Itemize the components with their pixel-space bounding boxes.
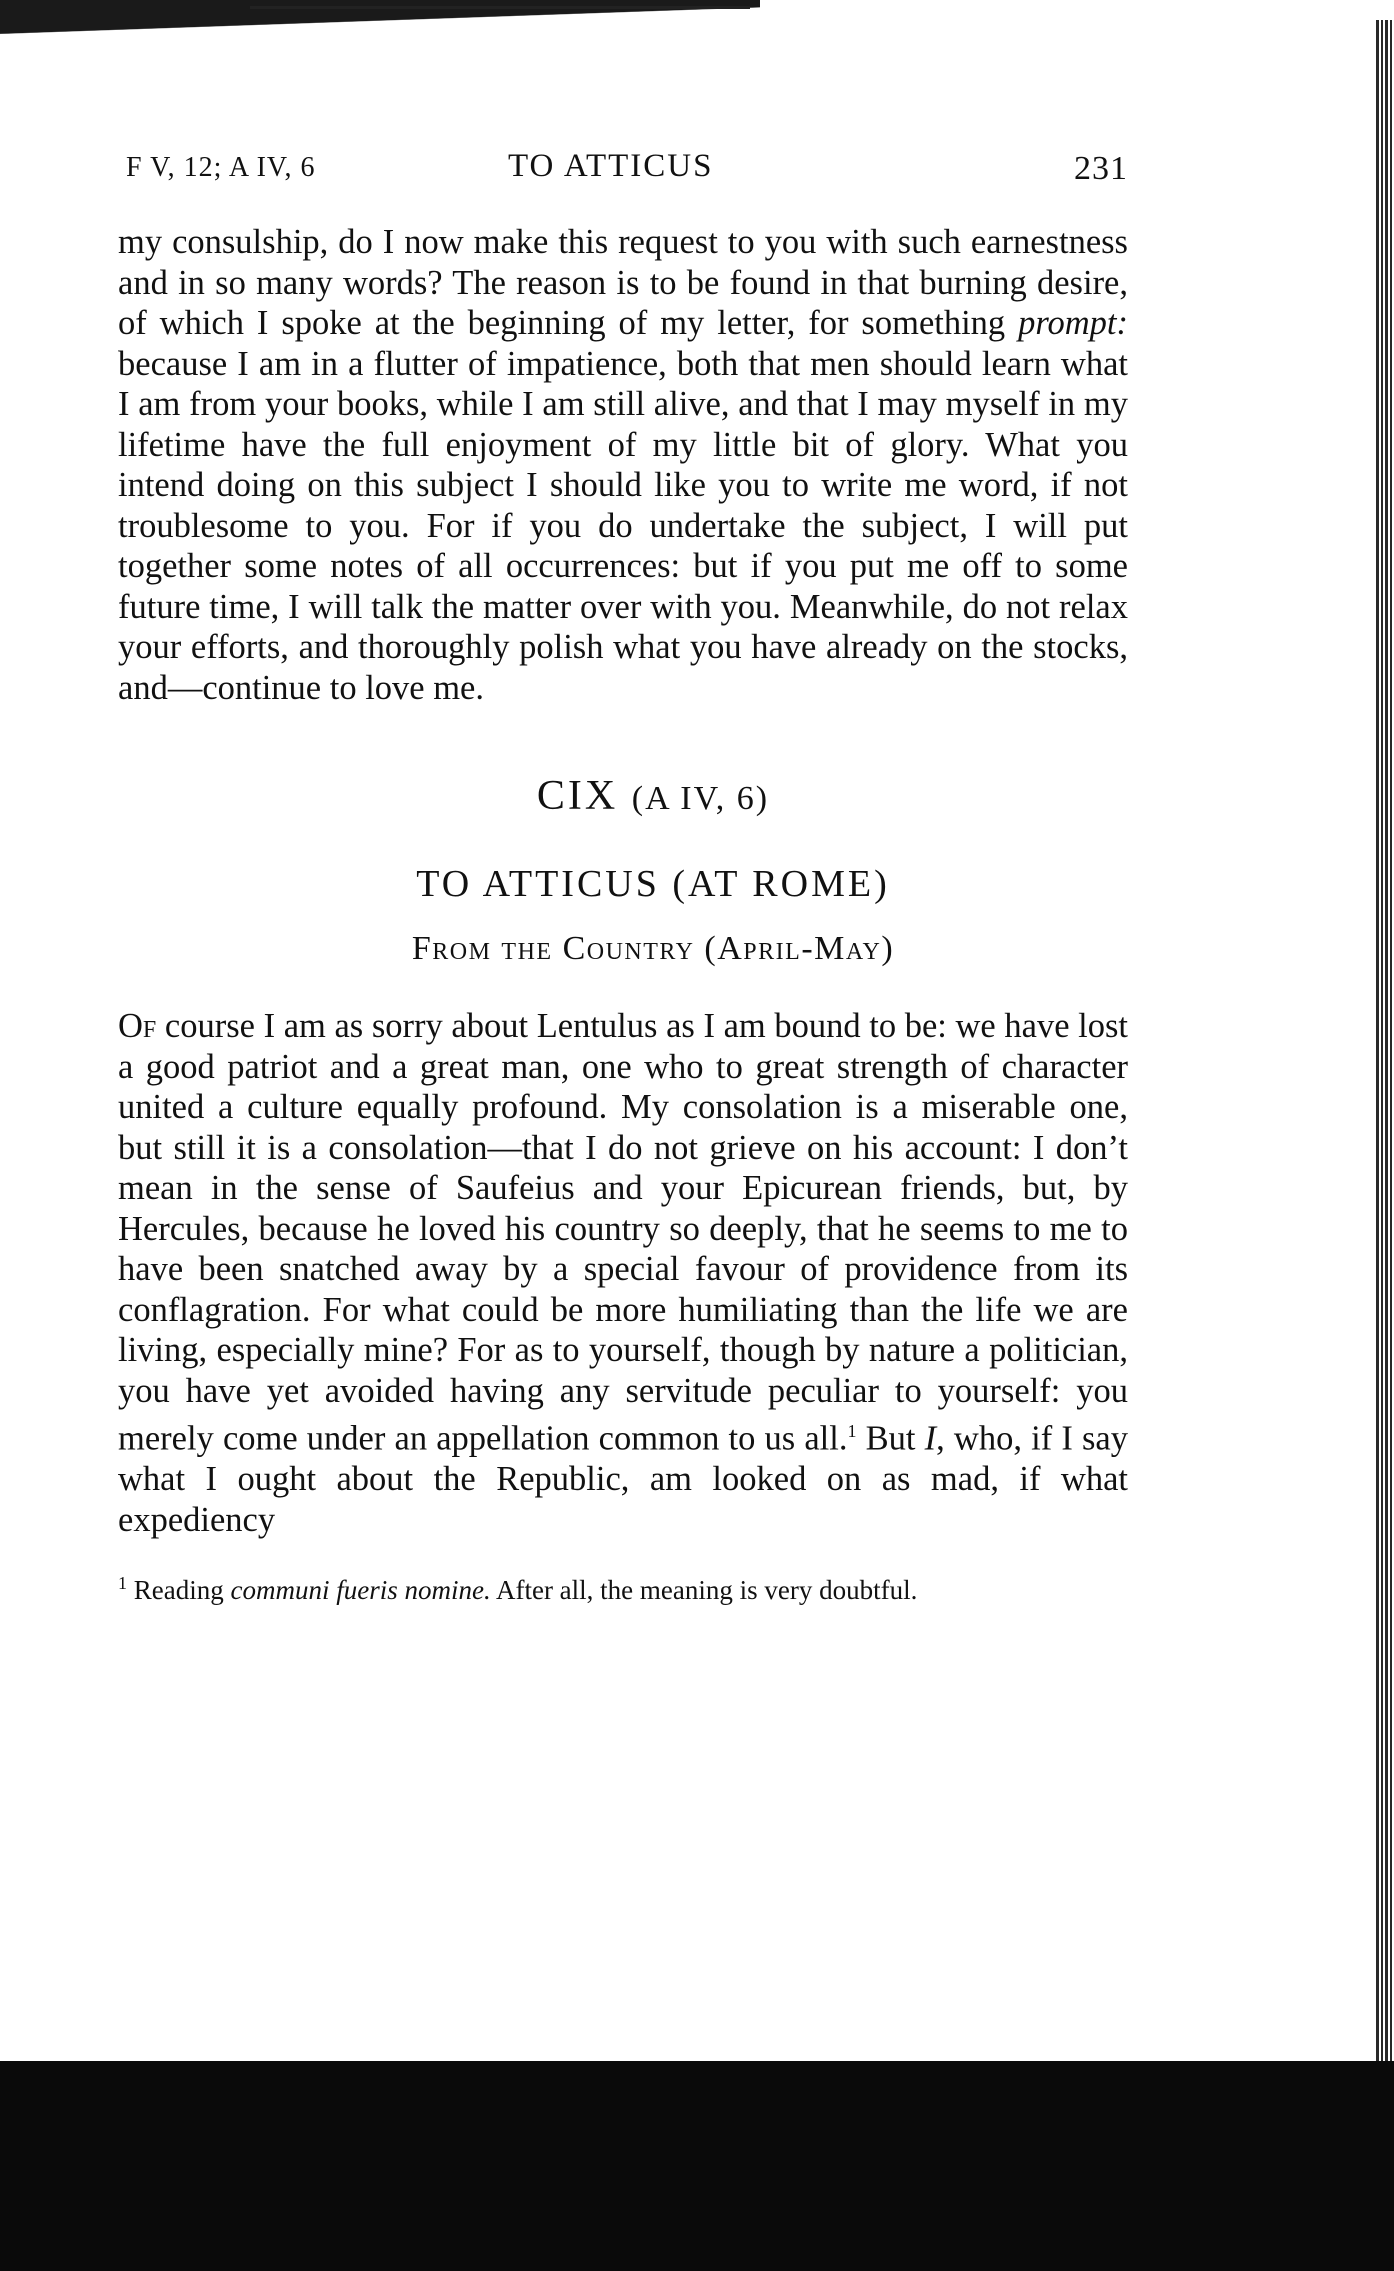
continuation-text-start: my consulship, do I now make this request to you with such earnestness and in so many words? The reason is to be found in that burning desire, of which I spoke at the beginning of my letter, for something [118, 223, 1128, 342]
book-page [118, 140, 1128, 1605]
running-head [118, 140, 1128, 200]
continuation-paragraph [118, 222, 1128, 708]
letter-body-text-2: But [856, 1419, 925, 1458]
running-head-title: TO ATTICUS [508, 148, 714, 184]
letter-body-text-3: , who, if I say what I ought about the Republic, am looked on as mad, if what expediency [118, 1419, 1128, 1539]
letter-number-heading [118, 772, 1128, 820]
letter-reference: (A IV, 6) [631, 780, 770, 817]
letter-body-italic: I [924, 1419, 937, 1458]
letter-number: CIX [536, 773, 619, 819]
letter-recipient-heading: TO ATTICUS (AT ROME) [416, 863, 890, 905]
scan-edge-bottom [0, 2061, 1394, 2271]
letter-body-text-1: course I am as sorry about Lentulus as I am bound to be: we have lost a good patriot and a great man, one who to great strength of character united a culture equally profound. My consolation is a miserable one, but still it is a consolation—that I do not grieve on his account: I don’t mean in the sense of Saufeius and your Epicurean friends, but, by Hercules, because he loved his country so deeply, that he seems to me to have been snatched away by a special favour of providence from its conflagration. For what could be more humiliating than the life we are living, especially mine? For as to yourself, though by nature a politician, you have yet avoided having any servitude peculiar to yourself: you merely come under an appellation common to us all. [118, 1007, 1128, 1458]
footnote-latin-phrase: communi fueris nomine. [230, 1575, 491, 1605]
continuation-text-end: because I am in a flutter of impatience, both that men should learn what I am from your books, while I am still alive, and that I may myself in my lifetime have the full enjoyment of my little bit of glory. What you intend doing on this subject I should like you to write me word, if not troublesome to you. For if you do undertake the subject, I will put together some notes of all occurrences: but if you put me off to some future time, I will talk the matter over with you. Meanwhile, do not relax your efforts, and thoroughly polish what you have already on the stocks, and—continue to love me. [118, 344, 1128, 707]
continuation-italic-word: prompt: [1018, 304, 1128, 342]
running-head-reference: F V, 12; A IV, 6 [126, 152, 316, 183]
letter-body-paragraph [118, 1006, 1128, 1540]
footnote-lead: Reading [127, 1575, 231, 1605]
scan-edge-top-line [250, 6, 750, 9]
footnote-text: After all, the meaning is very doubtful. [490, 1575, 918, 1605]
opening-word: Of [118, 1007, 157, 1045]
footnote-mark: 1 [118, 1573, 127, 1593]
footnote-reference: 1 [847, 1421, 857, 1441]
page-number: 231 [1074, 150, 1128, 187]
footnote [118, 1568, 1128, 1605]
letter-place-date: From the Country (April-May) [411, 930, 895, 967]
scan-edge-right [1376, 20, 1394, 2080]
